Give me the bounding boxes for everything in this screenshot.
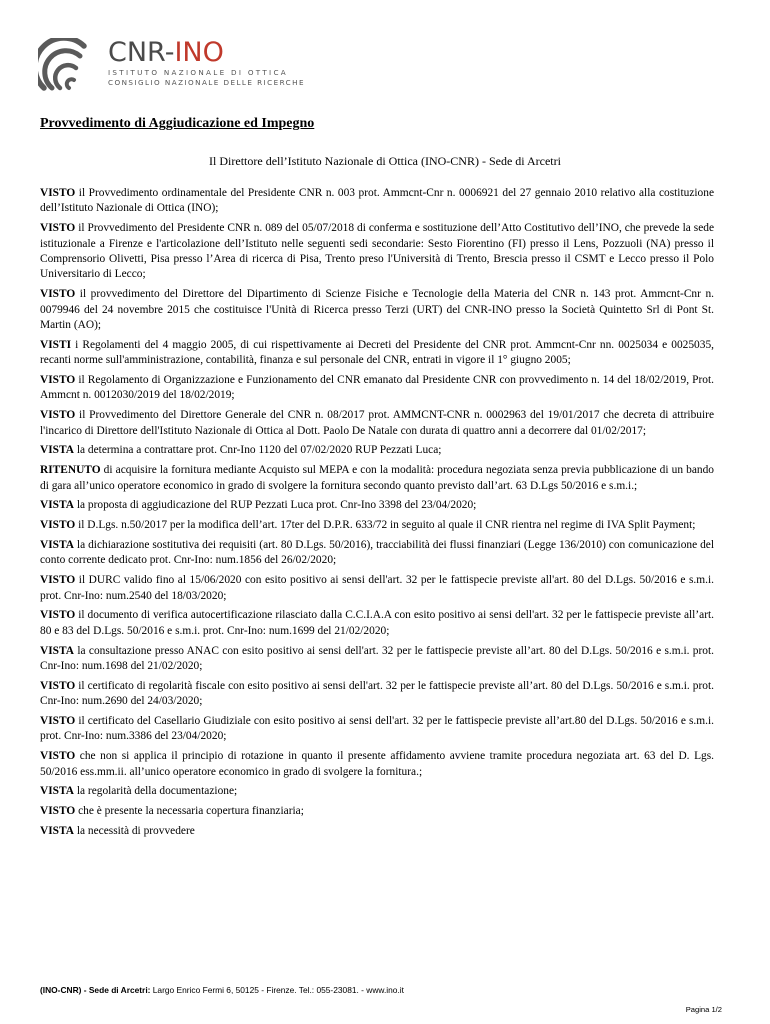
brand-name — [108, 38, 305, 68]
recital-paragraph — [40, 804, 714, 819]
brand-block — [108, 38, 305, 88]
recital-lead: VISTI — [40, 338, 72, 351]
recital-lead: VISTO — [40, 750, 76, 763]
recital-lead: VISTO — [40, 679, 76, 692]
recital-text: la dichiarazione sostitutiva dei requisiti (art. 80 D.Lgs. 50/2016), tracciabilità dei flussi finanziari (Legge 136/2010) con comunicazione del conto corrente dedicato prot. Cnr-Ino: num.1856 del 26/02/2020; — [40, 539, 714, 567]
recital-paragraph — [40, 784, 714, 799]
recital-lead: VISTA — [40, 644, 74, 657]
page-number: Pagina 1/2 — [685, 1005, 722, 1014]
recital-lead: VISTO — [40, 374, 76, 387]
recital-text: di acquisire la fornitura mediante Acquisto sul MEPA e con la modalità: procedura negoziata senza previa pubblicazione di un bando di gara all’unico operatore economico in grado di svolgere la fornitura secondo quanto previsto dall’art. 63 D.Lgs 50/2016 e s.m.i.; — [40, 464, 714, 492]
recital-text: il Provvedimento del Direttore Generale del CNR n. 08/2017 prot. AMMCNT-CNR n. 0002963 del 19/01/2017 che decreta di attribuire l'incarico di Direttore dell'Istituto Nazionale di Ottica al Dott. Paolo De Natale con durata di quattro anni a decorrere dal 01/02/2017; — [40, 409, 714, 437]
recital-text: che non si applica il principio di rotazione in quanto il presente affidamento avviene tramite procedura negoziata art. 63 del D. Lgs. 50/2016 ess.mm.ii. all’unico operatore economico in grado di svolgere la fornitura.; — [40, 750, 714, 778]
recital-lead: VISTO — [40, 222, 76, 235]
recital-paragraph — [40, 714, 714, 745]
recital-lead: VISTO — [40, 715, 76, 728]
recital-text: il Regolamento di Organizzazione e Funzionamento del CNR emanato dal Presidente CNR con provvedimento n. 14 del 18/02/2019, Prot. Ammcnt n. 0012030/2019 del 18/02/2019; — [40, 374, 714, 402]
recital-text: il provvedimento del Direttore del Dipartimento di Scienze Fisiche e Tecnologie della Materia del CNR n. 143 prot. Ammcnt-Cnr n. 0079946 del 24 novembre 2015 che costituisce l'Unità di Ricerca presso Terzi (URT) del CNR-INO presso la Società Quintetto Srl di Pont St. Martin (AO); — [40, 288, 714, 332]
recital-lead: VISTO — [40, 519, 76, 532]
brand-subtitle-institute: ISTITUTO NAZIONALE DI OTTICA — [108, 68, 288, 77]
recital-text: che è presente la necessaria copertura finanziaria; — [75, 805, 304, 818]
recital-paragraph — [40, 518, 714, 533]
document-body — [40, 186, 714, 844]
document-subtitle: Il Direttore dell’Istituto Nazionale di Ottica (INO-CNR) - Sede di Arcetri — [209, 154, 561, 168]
recital-text: i Regolamenti del 4 maggio 2005, di cui rispettivamente ai Decreti del Presidente del CNR prot. Ammcnt-Cnr nn. 0025034 e 0025035, recanti norme sull'amministrazione, contabilità, finanza e sul personale del CNR, entrati in vigore il 1° giugno 2005; — [40, 338, 714, 367]
recital-lead: VISTO — [40, 187, 76, 199]
recital-lead: VISTO — [40, 805, 76, 818]
recital-paragraph — [40, 186, 714, 217]
recital-text: la necessità di provvedere — [73, 825, 195, 838]
recital-paragraph — [40, 373, 714, 404]
recital-paragraph — [40, 608, 714, 639]
recital-paragraph — [40, 338, 714, 369]
recital-paragraph — [40, 463, 714, 494]
recital-paragraph — [40, 824, 714, 839]
recital-text: il Provvedimento del Presidente CNR n. 089 del 05/07/2018 di conferma e sostituzione dell’Atto Costitutivo dell’INO, che prevede la sede istituzionale a Firenze e l'articolazione dell’Istituto nelle seguenti sedi secondarie: Sesto Fiorentino (FI) presso il Lens, Pozzuoli (NA) presso il Comprensorio Olivetti, Pisa presso l’Area di ricerca di Pisa, Trento preso l'Università di Trento, Brescia presso il CSMT e Lecco presso il Polo Universitario di Lecco; — [40, 222, 714, 281]
document-title: Provvedimento di Aggiudicazione ed Impegno — [40, 116, 315, 131]
recital-lead: RITENUTO — [40, 464, 101, 477]
recital-lead: VISTA — [40, 499, 74, 512]
recital-text: la consultazione presso ANAC con esito positivo ai sensi dell'art. 32 per le fattispecie previste all’art. 80 del D.Lgs. 50/2016 e s.m.i. prot. Cnr-Ino: num.1698 del 21/02/2020; — [40, 644, 714, 673]
recital-lead: VISTA — [40, 444, 74, 457]
recital-lead: VISTO — [40, 609, 76, 622]
recital-text: il certificato del Casellario Giudiziale con esito positivo ai sensi dell'art. 32 per le fattispecie previste all’art.80 del D.Lgs. 50/2016 e s.m.i. prot. Cnr-Ino: num.3386 del 23/04/2020; — [40, 715, 714, 743]
recital-lead: VISTA — [40, 539, 74, 552]
recital-text: il Provvedimento ordinamentale del Presidente CNR n. 003 prot. Ammcnt-Cnr n. 0006921 del 27 gennaio 2010 relativo alla costituzione dell’Istituto Nazionale di Ottica (INO); — [40, 187, 714, 215]
recital-paragraph — [40, 538, 714, 569]
recital-paragraph — [40, 498, 714, 513]
recital-lead: VISTO — [40, 574, 76, 587]
recital-lead: VISTA — [40, 785, 74, 798]
footer-address: Largo Enrico Fermi 6, 50125 - Firenze. Tel.: 055-23081. - www.ino.it — [150, 985, 404, 995]
recital-lead: VISTO — [40, 409, 76, 422]
recital-paragraph — [40, 679, 714, 710]
brand-cnr: CNR- — [108, 37, 175, 68]
recital-paragraph — [40, 408, 714, 439]
recital-paragraph — [40, 573, 714, 604]
recital-paragraph — [40, 287, 714, 333]
brand-subtitle-council: CONSIGLIO NAZIONALE DELLE RICERCHE — [108, 78, 305, 87]
recital-lead: VISTO — [40, 288, 76, 301]
institute-header — [38, 38, 338, 98]
recital-text: il D.Lgs. n.50/2017 per la modifica dell’art. 17ter del D.P.R. 633/72 in seguito al quale il CNR rientra nel regime di IVA Split Payment; — [75, 519, 696, 532]
recital-text: il certificato di regolarità fiscale con esito positivo ai sensi dell'art. 32 per le fattispecie previste all’art. 80 del D.Lgs. 50/2016 e s.m.i. prot. Cnr-Ino: num.2690 del 24/03/2020; — [40, 679, 714, 708]
brand-ino: INO — [174, 37, 224, 68]
recital-text: la regolarità della documentazione; — [73, 785, 238, 798]
footer-label: (INO-CNR) - Sede di Arcetri: — [40, 985, 151, 995]
recital-paragraph — [40, 749, 714, 780]
recital-text: il DURC valido fino al 15/06/2020 con esito positivo ai sensi dell'art. 32 per le fattispecie previste all'art. 80 del D.Lgs. 50/2016 e s.m.i. prot. Cnr-Ino: num.2540 del 18/03/2020; — [40, 574, 714, 602]
recital-text: la determina a contrattare prot. Cnr-Ino 1120 del 07/02/2020 RUP Pezzati Luca; — [73, 444, 442, 457]
recital-text: la proposta di aggiudicazione del RUP Pezzati Luca prot. Cnr-Ino 3398 del 23/04/2020; — [73, 499, 477, 512]
recital-paragraph — [40, 221, 714, 283]
recital-text: il documento di verifica autocertificazione rilasciato dalla C.C.I.A.A con esito positivo ai sensi dell'art. 32 per le fattispecie previste all’art. 80 e 83 del D.Lgs. 50/2016 e s.m.i. prot. Cnr-Ino: num.1699 del 21/02/2020; — [40, 609, 714, 637]
recital-paragraph — [40, 443, 714, 458]
recital-lead: VISTA — [40, 825, 74, 838]
recital-paragraph — [40, 644, 714, 675]
page-footer — [40, 985, 404, 995]
cnr-spiral-logo-icon — [38, 38, 100, 96]
